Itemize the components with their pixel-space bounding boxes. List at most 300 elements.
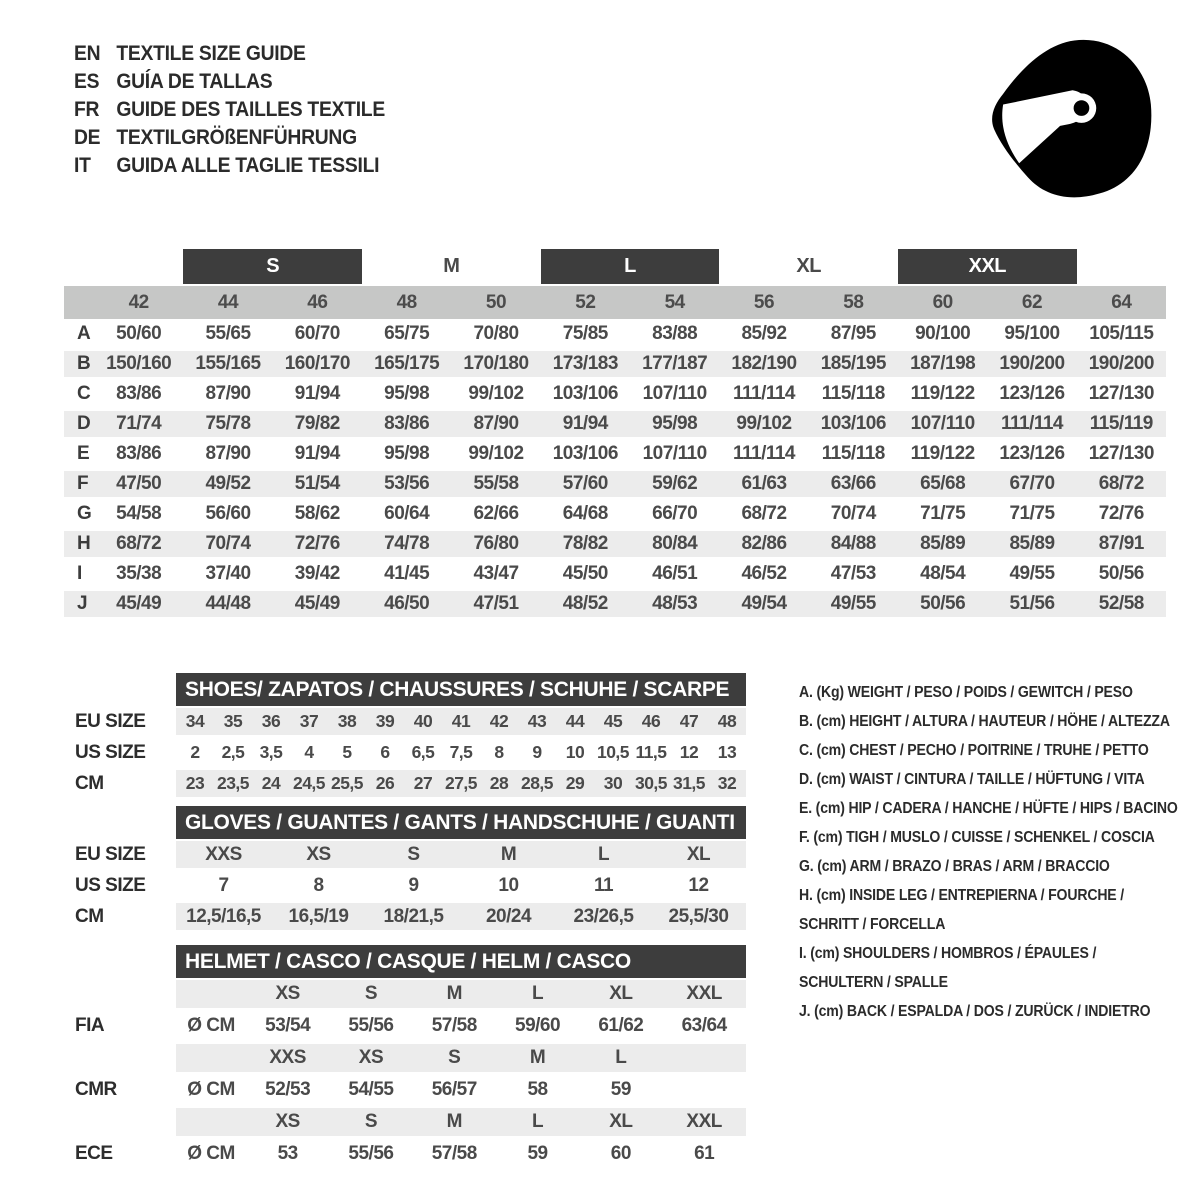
gloves-size-cells [176, 870, 746, 901]
helmet-size-cell: S [448, 1047, 461, 1068]
measurement-row-label: I [77, 563, 82, 584]
measurement-cell: 119/122 [910, 443, 975, 464]
measurement-cell: 46/50 [384, 593, 430, 614]
language-title: TEXTILGRÖßENFÜHRUNG [116, 126, 357, 149]
size-band-row [64, 249, 1166, 284]
helmet-size-header-row [176, 1042, 746, 1074]
helmet-measure-cell: 53 [277, 1143, 298, 1164]
measurement-cell: 79/82 [294, 413, 340, 434]
helmet-size-cell: L [531, 1111, 544, 1132]
shoe-size-cell: 42 [489, 711, 509, 731]
shoe-size-cell: 27 [413, 773, 433, 793]
glove-size-cell: 16,5/19 [288, 905, 349, 927]
shoe-size-cell: 28,5 [520, 773, 554, 793]
legend-line: SCHRITT / FORCELLA [799, 915, 946, 933]
glove-size-cell: 9 [408, 874, 419, 896]
measurement-cell: 68/72 [1098, 473, 1144, 494]
shoe-size-cell: 40 [413, 711, 433, 731]
measurement-cell: 105/115 [1089, 323, 1154, 344]
measurement-row-label: C [77, 383, 91, 404]
glove-size-cell: XXS [205, 843, 242, 865]
glove-size-cell: S [407, 843, 420, 865]
helmet-measure-cell: 61 [694, 1143, 715, 1164]
shoe-size-cell: 47 [679, 711, 699, 731]
accessory-size-tables [64, 673, 746, 1170]
measurement-cell: 39/42 [294, 563, 340, 584]
shoe-size-cell: 25,5 [330, 773, 364, 793]
measurement-row [64, 379, 1166, 409]
helmet-measure-cell: 61/62 [598, 1015, 644, 1036]
shoe-size-cell: 46 [641, 711, 661, 731]
glove-size-cell: 25,5/30 [668, 905, 729, 927]
helmet-size-cell: XL [609, 983, 633, 1004]
measurement-cell: 107/110 [642, 383, 707, 404]
gloves-table-title: GLOVES / GUANTES / GANTS / HANDSCHUHE / GUANTI [176, 806, 746, 839]
measurement-cell: 68/72 [741, 503, 787, 524]
measurement-cell: 48/53 [652, 593, 698, 614]
helmet-size-cell: XXS [269, 1047, 306, 1068]
measurement-row [64, 589, 1166, 619]
size-system-label: CM [75, 905, 104, 927]
measurement-cell: 111/114 [732, 443, 796, 464]
shoes-size-row [64, 706, 746, 737]
measurement-row [64, 469, 1166, 499]
measurement-cell: 87/90 [473, 413, 519, 434]
measurement-cell: 111/114 [732, 383, 796, 404]
measurement-cell: 85/92 [741, 323, 787, 344]
shoe-size-cell: 2,5 [221, 742, 245, 762]
glove-size-cell: 11 [593, 874, 614, 896]
measurement-cell: 48/54 [920, 563, 966, 584]
measurement-cell: 47/53 [830, 563, 876, 584]
measurement-cell: 65/75 [384, 323, 430, 344]
helmet-measure-cell: 60 [610, 1143, 631, 1164]
measurement-cell: 123/126 [999, 383, 1065, 404]
shoes-size-row [64, 737, 746, 768]
shoe-size-cell: 45 [603, 711, 623, 731]
numeric-size-cell: 58 [843, 291, 864, 313]
measurement-cell: 43/47 [473, 563, 519, 584]
racing-helmet-icon [980, 28, 1158, 206]
helmet-size-cell: XS [358, 1047, 384, 1068]
language-title: GUÍA DE TALLAS [116, 70, 273, 93]
numeric-size-cell: 56 [753, 291, 775, 313]
corner-cell [64, 286, 94, 319]
measurement-cell: 87/95 [830, 323, 876, 344]
measurement-cell: 66/70 [652, 503, 698, 524]
helmet-measure-cell: 53/54 [265, 1015, 311, 1036]
shoes-size-table [64, 673, 746, 799]
measurement-cell: 63/66 [830, 473, 876, 494]
legend-line: G. (cm) ARM / BRAZO / BRAS / ARM / BRACCIO [799, 857, 1110, 875]
helmet-measure-cell: Ø CM [187, 1079, 235, 1100]
legend-line: E. (cm) HIP / CADERA / HANCHE / HÜFTE / HIPS / BACINO [799, 799, 1178, 817]
numeric-size-cell: 62 [1021, 291, 1043, 313]
shoe-size-cell: 8 [494, 742, 504, 762]
measurement-cell: 182/190 [731, 353, 797, 374]
helmet-measure-cell: 59 [527, 1143, 548, 1164]
measurement-cell: 107/110 [910, 413, 975, 434]
measurement-cell: 47/50 [116, 473, 162, 494]
language-row [74, 68, 385, 96]
measurement-row [64, 559, 1166, 589]
legend-line: B. (cm) HEIGHT / ALTURA / HAUTEUR / HÖHE / ALTEZZA [799, 712, 1170, 730]
shoe-size-cell: 32 [717, 773, 737, 793]
measurement-cell: 190/200 [999, 353, 1065, 374]
shoe-size-cell: 30 [603, 773, 623, 793]
language-code: IT [74, 154, 91, 177]
shoes-size-cells [176, 768, 746, 799]
language-code: EN [74, 42, 101, 65]
measurement-cell: 50/60 [116, 323, 162, 344]
legend-line: SCHULTERN / SPALLE [799, 973, 948, 991]
helmet-standard-section [64, 1106, 746, 1170]
shoe-size-cell: 38 [337, 711, 357, 731]
size-band-xxl: XXL [898, 249, 1077, 284]
shoe-size-cell: 24 [261, 773, 281, 793]
measurement-cell: 187/198 [910, 353, 976, 374]
measurement-row-label: B [77, 353, 91, 374]
size-system-label: CM [75, 772, 104, 794]
gloves-size-row [64, 870, 746, 901]
measurement-row [64, 529, 1166, 559]
gloves-rows [64, 839, 746, 932]
measurement-cell: 91/94 [562, 413, 608, 434]
measurement-cell: 103/106 [820, 413, 886, 434]
language-row [74, 96, 385, 124]
shoe-size-cell: 37 [299, 711, 319, 731]
measurement-cell: 127/130 [1088, 383, 1154, 404]
shoe-size-cell: 10,5 [596, 742, 630, 762]
measurement-cell: 95/98 [652, 413, 698, 434]
measurement-cell: 80/84 [652, 533, 698, 554]
helmet-measure-cell: 57/58 [431, 1143, 477, 1164]
measurement-row [64, 409, 1166, 439]
shoes-size-cells [176, 706, 746, 737]
measurement-legend [799, 678, 1178, 1026]
measurement-cell: 115/118 [821, 383, 885, 404]
size-system-label: US SIZE [75, 741, 146, 763]
measurement-cell: 85/89 [1009, 533, 1055, 554]
glove-size-cell: L [597, 843, 610, 865]
measurement-cell: 64/68 [562, 503, 608, 524]
shoe-size-cell: 39 [375, 711, 395, 731]
measurement-row-label: E [77, 443, 90, 464]
helmet-size-cell: M [446, 983, 462, 1004]
measurement-cell: 103/106 [552, 383, 618, 404]
measurement-cell: 103/106 [552, 443, 618, 464]
measurement-cell: 60/70 [294, 323, 340, 344]
size-system-label: EU SIZE [75, 843, 146, 865]
shoe-size-cell: 23 [185, 773, 205, 793]
measurement-cell: 83/86 [384, 413, 430, 434]
helmet-measure-cell: 55/56 [348, 1015, 394, 1036]
measurement-cell: 71/75 [920, 503, 966, 524]
helmet-measure-row [176, 1074, 746, 1106]
helmet-standard-section [64, 1042, 746, 1106]
shoe-size-cell: 4 [304, 742, 314, 762]
measurement-cell: 91/94 [294, 383, 340, 404]
helmet-measure-cell: Ø CM [187, 1015, 235, 1036]
glove-size-cell: XL [686, 843, 711, 865]
legend-line: H. (cm) INSIDE LEG / ENTREPIERNA / FOURCHE / [799, 886, 1124, 904]
measurement-row-label: F [77, 473, 89, 494]
shoe-size-cell: 31,5 [672, 773, 706, 793]
measurement-cell: 46/52 [741, 563, 787, 584]
measurement-cell: 57/60 [562, 473, 608, 494]
shoe-size-cell: 10 [565, 742, 585, 762]
shoe-size-cell: 30,5 [634, 773, 668, 793]
measurement-cell: 173/183 [552, 353, 618, 374]
measurement-row-label: H [77, 533, 91, 554]
shoe-size-cell: 11,5 [635, 742, 667, 762]
helmet-measure-cell: Ø CM [187, 1143, 235, 1164]
glove-size-cell: 20/24 [485, 905, 532, 927]
shoe-size-cell: 41 [451, 711, 471, 731]
numeric-size-cell: 46 [307, 291, 328, 313]
helmet-standard-label: CMR [75, 1079, 117, 1100]
shoe-size-cell: 44 [565, 711, 585, 731]
measurement-cell: 76/80 [473, 533, 519, 554]
measurement-cell: 37/40 [205, 563, 251, 584]
measurement-cell: 127/130 [1088, 443, 1154, 464]
measurement-cell: 107/110 [642, 443, 707, 464]
measurement-row [64, 439, 1166, 469]
shoe-size-cell: 9 [532, 742, 542, 762]
measurement-cell: 51/54 [294, 473, 340, 494]
measurement-cell: 99/102 [468, 383, 524, 404]
language-title: GUIDE DES TAILLES TEXTILE [116, 98, 385, 121]
helmet-size-table [64, 945, 746, 1170]
shoe-size-cell: 6,5 [411, 742, 435, 762]
helmet-measure-cell [662, 1074, 745, 1106]
glove-size-cell: 8 [313, 874, 324, 896]
measurement-cell: 99/102 [468, 443, 524, 464]
helmet-standard-section [64, 978, 746, 1042]
numeric-size-cell: 50 [485, 291, 507, 313]
measurement-cell: 91/94 [294, 443, 340, 464]
helmet-measure-cell: 59 [610, 1079, 631, 1100]
gloves-size-row [64, 901, 746, 932]
shoe-size-cell: 29 [565, 773, 585, 793]
measurement-rows [64, 319, 1166, 619]
measurement-cell: 95/98 [384, 383, 430, 404]
shoe-size-cell: 6 [380, 742, 390, 762]
measurement-cell: 48/52 [562, 593, 608, 614]
measurement-cell: 95/98 [384, 443, 430, 464]
measurement-cell: 65/68 [920, 473, 966, 494]
shoe-size-cell: 35 [223, 711, 243, 731]
measurement-cell: 170/180 [463, 353, 529, 374]
glove-size-cell: 10 [498, 874, 519, 896]
helmet-size-cell: L [531, 983, 544, 1004]
measurement-cell: 49/54 [741, 593, 787, 614]
legend-line: F. (cm) TIGH / MUSLO / CUISSE / SCHENKEL / COSCIA [799, 828, 1155, 846]
helmet-size-cell: M [446, 1111, 462, 1132]
numeric-size-cell: 52 [575, 291, 596, 313]
shoe-size-cell: 24,5 [292, 773, 326, 793]
measurement-cell: 35/38 [116, 563, 162, 584]
measurement-row-label: A [77, 323, 91, 344]
language-row [74, 40, 385, 68]
shoe-size-cell: 3,5 [259, 742, 283, 762]
legend-line: A. (Kg) WEIGHT / PESO / POIDS / GEWITCH / PESO [799, 683, 1133, 701]
helmet-size-cell: M [529, 1047, 546, 1068]
measurement-cell: 46/51 [652, 563, 698, 584]
size-band-s: S [183, 249, 362, 284]
measurement-cell: 72/76 [1098, 503, 1144, 524]
gloves-size-cells [176, 901, 746, 932]
measurement-row [64, 349, 1166, 379]
shoe-size-cell: 36 [261, 711, 281, 731]
measurement-cell: 90/100 [915, 323, 971, 344]
measurement-cell: 87/90 [205, 443, 251, 464]
language-code: ES [74, 70, 100, 93]
language-row [74, 124, 385, 152]
shoes-size-row [64, 768, 746, 799]
helmet-measure-cell: 54/55 [348, 1079, 394, 1100]
glove-size-cell: 23/26,5 [573, 905, 634, 927]
measurement-cell: 74/78 [384, 533, 430, 554]
shoe-size-cell: 12 [679, 742, 699, 762]
measurement-cell: 155/165 [195, 353, 261, 374]
measurement-cell: 71/75 [1009, 503, 1055, 524]
measurement-row [64, 499, 1166, 529]
measurement-cell: 47/51 [473, 593, 519, 614]
language-row [74, 152, 385, 180]
measurement-row [64, 319, 1166, 349]
shoe-size-cell: 48 [717, 711, 737, 731]
measurement-row-label: D [77, 413, 91, 434]
measurement-row-label: G [77, 503, 92, 524]
measurement-cell: 70/74 [830, 503, 876, 524]
helmet-measure-cell: 58 [527, 1079, 548, 1100]
measurement-cell: 111/114 [1000, 413, 1064, 434]
helmet-size-cell: XXL [686, 1111, 722, 1132]
legend-line: J. (cm) BACK / ESPALDA / DOS / ZURÜCK / INDIETRO [799, 1002, 1151, 1020]
language-title: TEXTILE SIZE GUIDE [116, 42, 306, 65]
legend-line: D. (cm) WAIST / CINTURA / TAILLE / HÜFTUNG / VITA [799, 770, 1145, 788]
helmet-size-cell: XXL [686, 983, 722, 1004]
textile-size-table [64, 249, 1166, 619]
measurement-cell: 70/80 [473, 323, 519, 344]
numeric-size-cell: 64 [1111, 291, 1132, 313]
helmet-size-cell [176, 1042, 246, 1074]
shoe-size-cell: 13 [717, 742, 737, 762]
helmet-size-header-row [176, 978, 746, 1010]
measurement-cell: 71/74 [116, 413, 162, 434]
shoe-size-cell: 34 [185, 711, 205, 731]
helmet-size-cell [176, 1106, 246, 1138]
numeric-size-cell: 44 [217, 291, 239, 313]
helmet-measure-cell: 55/56 [348, 1143, 394, 1164]
shoes-table-title: SHOES/ ZAPATOS / CHAUSSURES / SCHUHE / SCARPE [176, 673, 746, 706]
shoe-size-cell: 7,5 [449, 742, 473, 762]
helmet-size-cell: S [364, 983, 378, 1004]
measurement-cell: 49/52 [205, 473, 251, 494]
measurement-cell: 119/122 [910, 383, 975, 404]
gloves-size-cells [176, 839, 746, 870]
gloves-size-table [64, 806, 746, 932]
measurement-cell: 59/62 [652, 473, 698, 494]
measurement-cell: 75/85 [562, 323, 608, 344]
helmet-size-cell: L [615, 1047, 627, 1068]
numeric-size-cell: 48 [396, 291, 417, 313]
measurement-cell: 87/91 [1098, 533, 1144, 554]
helmet-size-cell: S [364, 1111, 378, 1132]
measurement-cell: 41/45 [384, 563, 430, 584]
measurement-cell: 123/126 [999, 443, 1065, 464]
shoe-size-cell: 26 [375, 773, 395, 793]
measurement-cell: 83/88 [652, 323, 698, 344]
measurement-cell: 45/49 [116, 593, 162, 614]
measurement-cell: 84/88 [830, 533, 876, 554]
measurement-cell: 85/89 [920, 533, 966, 554]
measurement-cell: 83/86 [116, 443, 162, 464]
measurement-cell: 78/82 [562, 533, 608, 554]
glove-size-cell: 12 [688, 874, 709, 896]
helmet-size-cell: XL [609, 1111, 633, 1132]
numeric-size-cell: 60 [932, 291, 953, 313]
helmet-size-cell [662, 1042, 745, 1074]
language-code: FR [74, 98, 100, 121]
helmet-measure-cell: 57/58 [431, 1015, 477, 1036]
glove-size-cell: 12,5/16,5 [186, 905, 261, 927]
measurement-cell: 70/74 [205, 533, 251, 554]
measurement-cell: 44/48 [205, 593, 251, 614]
measurement-cell: 185/195 [820, 353, 886, 374]
legend-line: I. (cm) SHOULDERS / HOMBROS / ÉPAULES / [799, 944, 1097, 962]
helmet-measure-cell: 56/57 [431, 1079, 477, 1100]
measurement-cell: 50/56 [1098, 563, 1144, 584]
size-band-l: L [541, 249, 720, 284]
measurement-cell: 160/170 [284, 353, 350, 374]
measurement-cell: 55/58 [473, 473, 519, 494]
measurement-cell: 45/50 [562, 563, 608, 584]
measurement-cell: 49/55 [1009, 563, 1055, 584]
measurement-cell: 51/56 [1009, 593, 1055, 614]
helmet-measure-cell: 52/53 [265, 1079, 311, 1100]
measurement-cell: 55/65 [205, 323, 251, 344]
shoes-size-cells [176, 737, 746, 768]
helmet-table-title: HELMET / CASCO / CASQUE / HELM / CASCO [176, 945, 746, 978]
measurement-cell: 177/187 [642, 353, 708, 374]
measurement-cell: 56/60 [205, 503, 251, 524]
measurement-cell: 190/200 [1088, 353, 1154, 374]
shoe-size-cell: 23,5 [216, 773, 250, 793]
measurement-cell: 49/55 [830, 593, 876, 614]
helmet-measure-cell: 63/64 [681, 1015, 727, 1036]
measurement-cell: 62/66 [473, 503, 519, 524]
measurement-cell: 52/58 [1098, 593, 1144, 614]
measurement-cell: 72/76 [294, 533, 340, 554]
measurement-cell: 68/72 [116, 533, 162, 554]
helmet-measure-row [176, 1010, 746, 1042]
shoe-size-cell: 28 [489, 773, 509, 793]
measurement-cell: 99/102 [736, 413, 792, 434]
measurement-cell: 58/62 [294, 503, 340, 524]
measurement-cell: 115/119 [1089, 413, 1153, 434]
numeric-size-cell: 54 [664, 291, 685, 313]
measurement-cell: 67/70 [1009, 473, 1055, 494]
helmet-measure-cell: 59/60 [515, 1015, 561, 1036]
language-code: DE [74, 126, 101, 149]
measurement-cell: 82/86 [741, 533, 787, 554]
shoe-size-cell: 27,5 [444, 773, 478, 793]
measurement-cell: 115/118 [821, 443, 885, 464]
glove-size-cell: 7 [218, 874, 229, 896]
measurement-row-label: J [77, 593, 88, 614]
